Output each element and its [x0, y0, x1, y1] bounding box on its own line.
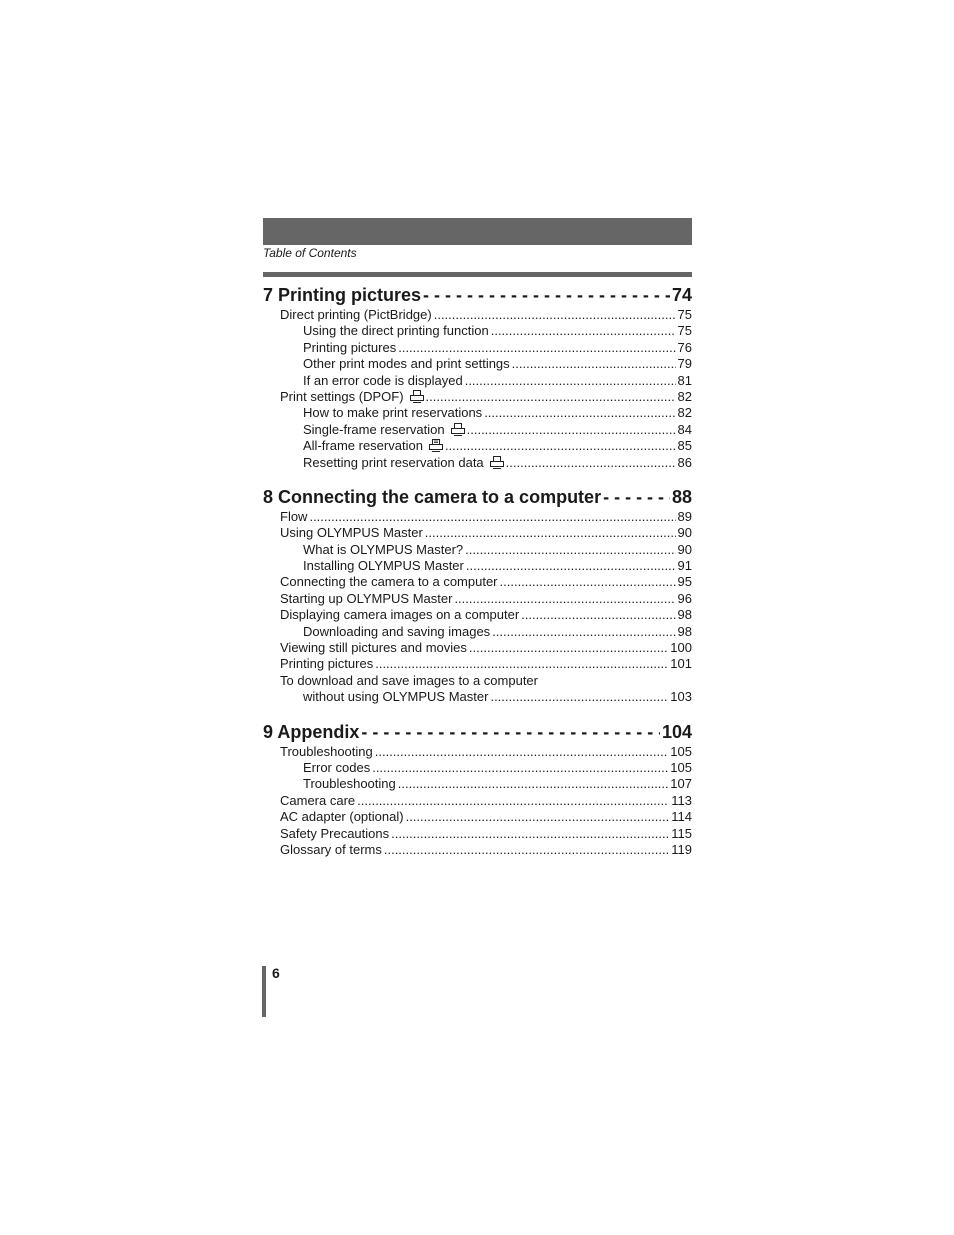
toc-entry[interactable] [263, 389, 692, 405]
page-number: 6 [272, 965, 280, 981]
entry-page: 95 [677, 574, 692, 590]
entry-title: Flow [280, 508, 308, 524]
toc-entry[interactable] [263, 422, 692, 438]
dot-leader [372, 760, 668, 776]
toc-entry[interactable] [263, 340, 692, 356]
entry-title: Connecting the camera to a computer [280, 574, 498, 590]
running-head: Table of Contents [263, 246, 357, 260]
entry-page: 119 [671, 841, 692, 857]
entry-page: 90 [677, 525, 692, 541]
entry-page: 82 [677, 405, 692, 421]
entry-title: Glossary of terms [280, 841, 382, 857]
toc-entry[interactable] [263, 624, 692, 640]
print-icon [490, 456, 504, 469]
dot-leader [490, 689, 668, 705]
toc-entry[interactable] [263, 509, 692, 525]
section-heading[interactable] [263, 721, 692, 743]
entry-title: Starting up OLYMPUS Master [280, 590, 453, 606]
toc-entry[interactable] [263, 307, 692, 323]
entry-title: How to make print reservations [303, 405, 483, 421]
toc-entry[interactable] [263, 809, 692, 825]
entry-title: Safety Precautions [280, 825, 390, 841]
toc-section [263, 486, 692, 706]
print-icon [410, 390, 424, 403]
dot-leader [521, 607, 675, 623]
entry-page: 75 [677, 323, 692, 339]
entry-page: 90 [677, 541, 692, 557]
dot-leader [406, 809, 670, 825]
entry-page: 81 [677, 372, 692, 388]
dot-leader [467, 422, 676, 438]
dot-leader [484, 405, 675, 421]
dot-leader [465, 373, 676, 389]
entry-page: 75 [677, 307, 692, 322]
entry-title: without using OLYMPUS Master [303, 689, 489, 705]
dot-leader [434, 307, 676, 323]
entry-page: 79 [677, 356, 692, 372]
entry-page: 114 [671, 809, 692, 825]
page-number-bar [262, 966, 266, 1017]
dot-leader [398, 776, 669, 792]
section-title: 7 Printing pictures [263, 285, 422, 305]
toc-entry[interactable] [263, 591, 692, 607]
section-page: 104 [661, 721, 692, 742]
entry-page: 76 [677, 339, 692, 355]
entry-title: Resetting print reservation data [303, 455, 504, 471]
entry-page: 101 [670, 656, 692, 672]
entry-page: 91 [677, 558, 692, 574]
dot-leader [384, 842, 669, 858]
header-bar [263, 218, 692, 245]
toc-entry[interactable] [263, 640, 692, 656]
print-icon [451, 423, 465, 436]
dot-leader [425, 525, 676, 541]
dot-leader [512, 356, 676, 372]
entry-page: 96 [677, 590, 692, 606]
section-page: 74 [671, 285, 692, 305]
entry-page: 82 [677, 388, 692, 404]
section-title: 9 Appendix [263, 721, 360, 742]
dot-leader [309, 509, 675, 525]
dot-leader [445, 438, 676, 454]
entry-page: 100 [670, 640, 692, 656]
toc-section [263, 721, 692, 859]
toc-entry[interactable] [263, 826, 692, 842]
entry-title: Troubleshooting [280, 743, 373, 759]
dot-leader [398, 340, 675, 356]
entry-title: Printing pictures [280, 656, 374, 672]
dot-leader [469, 640, 668, 656]
dot-leader [454, 591, 675, 607]
toc-entry[interactable] [263, 656, 692, 672]
dash-leader [603, 486, 670, 508]
toc-entry[interactable] [263, 744, 692, 760]
entry-page: 86 [677, 454, 692, 470]
toc-entry[interactable] [263, 542, 692, 558]
dot-leader [492, 624, 675, 640]
entry-title: Printing pictures [303, 339, 397, 355]
entry-title: Print settings (DPOF) [280, 389, 424, 405]
toc-entry[interactable] [263, 793, 692, 809]
dash-leader [361, 721, 660, 743]
entry-title: AC adapter (optional) [280, 809, 404, 825]
entry-page: 89 [677, 508, 692, 524]
toc-entry[interactable] [263, 558, 692, 574]
entry-title: Other print modes and print settings [303, 356, 510, 372]
entry-title: What is OLYMPUS Master? [303, 541, 464, 557]
entry-title: Camera care [280, 792, 356, 808]
section-title: 8 Connecting the camera to a computer [263, 486, 602, 507]
toc-entry[interactable] [263, 323, 692, 339]
toc-entry[interactable] [263, 405, 692, 421]
toc-entry[interactable] [263, 689, 692, 705]
entry-page: 115 [671, 825, 692, 841]
entry-title: To download and save images to a computer [280, 672, 538, 688]
toc-entry[interactable] [263, 438, 692, 454]
entry-page: 103 [670, 689, 692, 705]
toc-entry[interactable] [263, 455, 692, 471]
dot-leader [491, 323, 676, 339]
toc-entry[interactable] [263, 574, 692, 590]
dot-leader [506, 455, 676, 471]
entry-title: Troubleshooting [303, 776, 396, 792]
toc-entry[interactable] [263, 356, 692, 372]
toc-entry[interactable] [263, 607, 692, 623]
toc-section [263, 284, 692, 471]
entry-title: Downloading and saving images [303, 623, 491, 639]
entry-page: 85 [677, 438, 692, 454]
entry-title: Using OLYMPUS Master [280, 525, 423, 541]
toc-entry[interactable] [263, 760, 692, 776]
entry-title: Error codes [303, 759, 371, 775]
section-heading[interactable] [263, 284, 692, 306]
dash-leader [423, 284, 670, 306]
entry-title: If an error code is displayed [303, 372, 463, 388]
entry-page: 98 [677, 623, 692, 639]
section-page: 88 [671, 486, 692, 507]
dot-leader [466, 558, 676, 574]
header-rule [263, 272, 692, 277]
dot-leader [375, 656, 668, 672]
dot-leader [391, 826, 669, 842]
dot-leader [465, 542, 675, 558]
section-heading[interactable] [263, 486, 692, 508]
entry-title: All-frame reservation [303, 438, 443, 454]
entry-title: Using the direct printing function [303, 323, 489, 339]
toc-entry[interactable] [263, 842, 692, 858]
toc-entry[interactable] [263, 525, 692, 541]
table-of-contents [263, 284, 692, 858]
dot-leader [357, 793, 669, 809]
entry-page: 105 [670, 759, 692, 775]
dot-leader [500, 574, 676, 590]
entry-page: 105 [670, 743, 692, 759]
toc-entry[interactable] [263, 373, 692, 389]
dot-leader [426, 389, 676, 405]
entry-page: 113 [671, 792, 692, 808]
entry-title: Viewing still pictures and movies [280, 640, 467, 656]
dot-leader [375, 744, 669, 760]
entry-title: Single-frame reservation [303, 422, 465, 438]
entry-title: Displaying camera images on a computer [280, 607, 520, 623]
entry-page: 98 [677, 607, 692, 623]
entry-page: 107 [670, 776, 692, 792]
entry-title: Direct printing (PictBridge) [280, 307, 432, 322]
print-all-icon [429, 439, 443, 452]
entry-title: Installing OLYMPUS Master [303, 558, 464, 574]
toc-entry-line [263, 673, 692, 689]
entry-page: 84 [677, 421, 692, 437]
toc-entry[interactable] [263, 776, 692, 792]
